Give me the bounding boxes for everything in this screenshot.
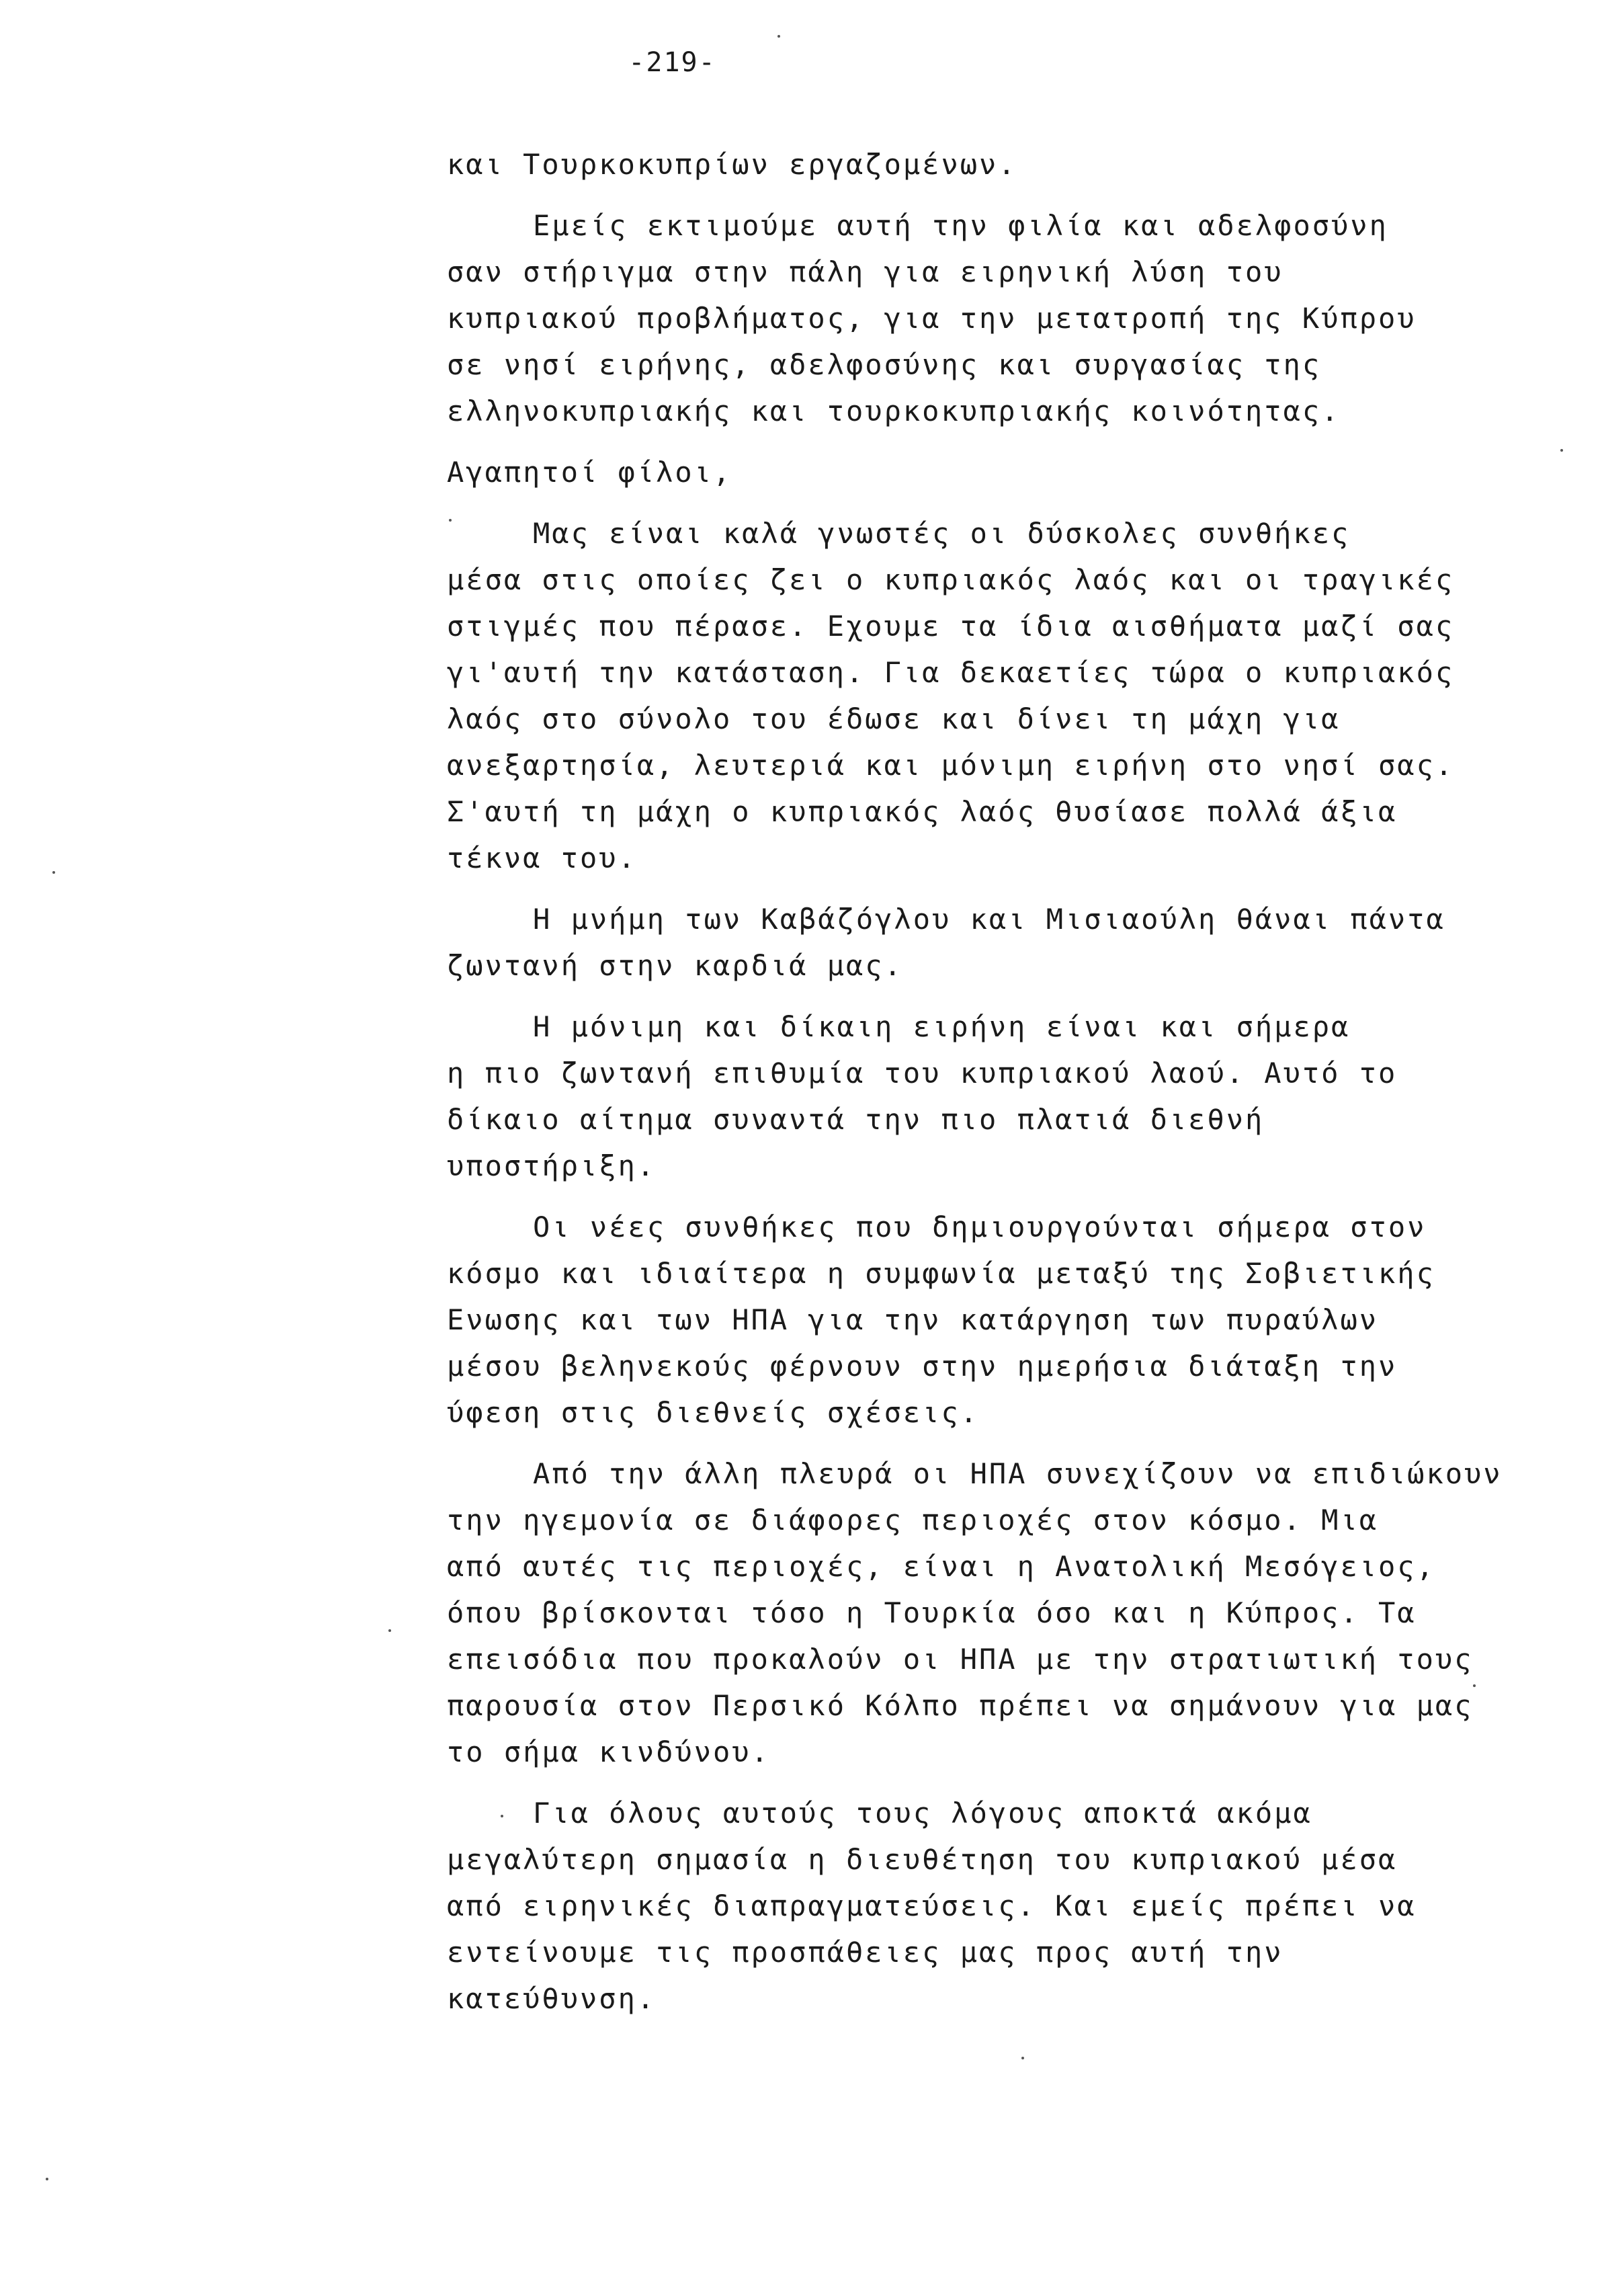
paragraph <box>447 1790 1522 2022</box>
text-line: κυπριακού προβλήματος, για την μετατροπή της Κύπρου <box>447 302 1417 335</box>
text-line: η πιο ζωντανή επιθυμία του κυπριακού λαού. Αυτό το <box>447 1057 1398 1090</box>
text-line: επεισόδια που προκαλούν οι ΗΠΑ με την στρατιωτική τους <box>447 1643 1474 1676</box>
scan-speck <box>1021 2057 1024 2059</box>
text-line: ελληνοκυπριακής και τουρκοκυπριακής κοινότητας. <box>447 395 1341 427</box>
text-line: και Τουρκοκυπρίων εργαζομένων. <box>447 148 1017 181</box>
text-line: υποστήριξη. <box>447 1149 657 1182</box>
text-line: παρουσία στον Περσικό Κόλπο πρέπει να σημάνουν για μας <box>447 1689 1474 1722</box>
text-line: Η μνήμη των Καβάζόγλου και Μισιαούλη θάναι πάντα <box>533 903 1445 936</box>
text-line: σε νησί ειρήνης, αδελφοσύνης και συργασίας της <box>447 348 1322 381</box>
document-body <box>447 141 1522 2037</box>
text-line: ύφεση στις διεθνείς σχέσεις. <box>447 1396 980 1429</box>
scan-speck <box>449 519 452 522</box>
paragraph <box>447 141 1522 188</box>
text-line: Οι νέες συνθήκες που δημιουργούνται σήμερα στον <box>533 1211 1427 1243</box>
text-line: Για όλους αυτούς τους λόγους αποκτά ακόμα <box>533 1797 1312 1830</box>
scan-speck <box>1473 1684 1476 1687</box>
text-line: δίκαιο αίτημα συναντά την πιο πλατιά διεθνή <box>447 1103 1265 1136</box>
text-line: Εμείς εκτιμούμε αυτή την φιλία και αδελφοσύνη <box>533 209 1388 242</box>
text-line: από ειρηνικές διαπραγματεύσεις. Και εμείς πρέπει να <box>447 1889 1417 1922</box>
text-line: εντείνουμε τις προσπάθειες μας προς αυτή την <box>447 1936 1283 1969</box>
page-number: -219- <box>628 47 716 78</box>
text-line: Αγαπητοί φίλοι, <box>447 456 732 489</box>
text-line: Ενωσης και των ΗΠΑ για την κατάργηση των πυραύλων <box>447 1303 1379 1336</box>
text-line: την ηγεμονία σε διάφορες περιοχές στον κόσμο. Μια <box>447 1504 1379 1536</box>
text-line: κατεύθυνση. <box>447 1982 657 2015</box>
text-line: μεγαλύτερη σημασία η διευθέτηση του κυπριακού μέσα <box>447 1843 1398 1876</box>
text-line: κόσμο και ιδιαίτερα η συμφωνία μεταξύ της Σοβιετικής <box>447 1257 1435 1290</box>
text-line: ζωντανή στην καρδιά μας. <box>447 949 903 982</box>
text-line: από αυτές τις περιοχές, είναι η Ανατολική Μεσόγειος, <box>447 1550 1435 1583</box>
scan-speck <box>52 871 55 874</box>
scan-speck <box>1560 449 1563 452</box>
text-line: Η μόνιμη και δίκαιη ειρήνη είναι και σήμερα <box>533 1010 1351 1043</box>
paragraph <box>447 449 1522 495</box>
text-line: λαός στο σύνολο του έδωσε και δίνει τη μάχη για <box>447 702 1341 735</box>
paragraph <box>447 1204 1522 1436</box>
scan-speck <box>388 1629 391 1632</box>
scan-speck <box>501 1815 503 1817</box>
text-line: μέσα στις οποίες ζει ο κυπριακός λαός και οι τραγικές <box>447 563 1455 596</box>
text-line: ανεξαρτησία, λευτεριά και μόνιμη ειρήνη στο νησί σας. <box>447 749 1455 782</box>
paragraph <box>447 1450 1522 1775</box>
text-line: Από την άλλη πλευρά οι ΗΠΑ συνεχίζουν να επιδιώκουν <box>533 1457 1503 1490</box>
scan-speck <box>777 35 780 38</box>
paragraph <box>447 202 1522 434</box>
paragraph <box>447 510 1522 881</box>
text-line: γι'αυτή την κατάσταση. Για δεκαετίες τώρα ο κυπριακός <box>447 656 1455 689</box>
text-line: τέκνα του. <box>447 842 637 874</box>
scan-speck <box>46 2178 48 2180</box>
text-line: το σήμα κινδύνου. <box>447 1735 770 1768</box>
paragraph <box>447 1003 1522 1189</box>
text-line: Σ'αυτή τη μάχη ο κυπριακός λαός θυσίασε πολλά άξια <box>447 795 1398 828</box>
text-line: όπου βρίσκονται τόσο η Τουρκία όσο και η Κύπρος. Τα <box>447 1596 1417 1629</box>
text-line: Μας είναι καλά γνωστές οι δύσκολες συνθήκες <box>533 517 1351 550</box>
paragraph <box>447 896 1522 989</box>
text-line: σαν στήριγμα στην πάλη για ειρηνική λύση του <box>447 255 1283 288</box>
text-line: μέσου βεληνεκούς φέρνουν στην ημερήσια διάταξη την <box>447 1350 1398 1383</box>
text-line: στιγμές που πέρασε. Εχουμε τα ίδια αισθήματα μαζί σας <box>447 610 1455 643</box>
